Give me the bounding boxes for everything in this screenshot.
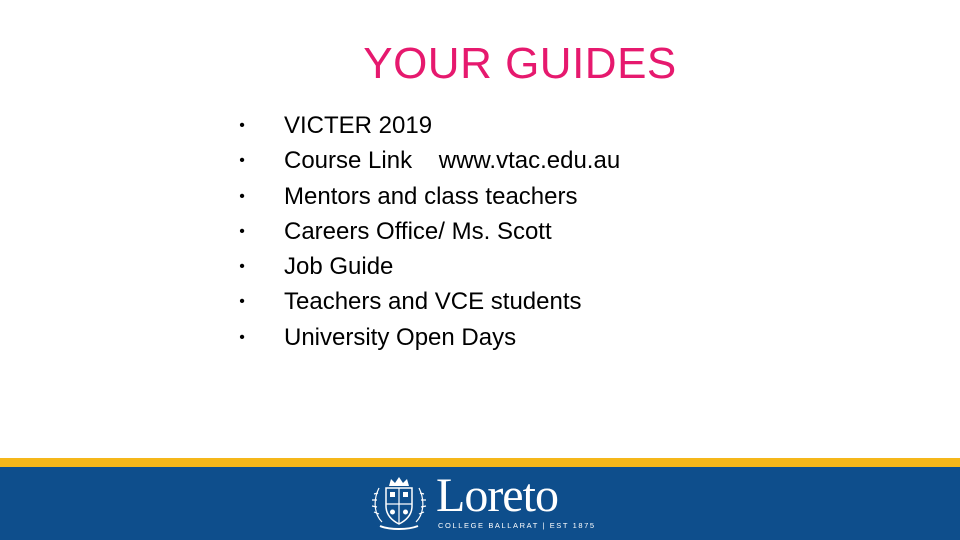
bullet-item — [232, 214, 552, 249]
bullet-text: Teachers and VCE students — [284, 288, 582, 316]
bullet-icon: • — [239, 152, 245, 170]
bullet-item — [232, 108, 433, 143]
bullet-text: VICTER 2019 — [284, 112, 433, 139]
bullet-icon: • — [239, 328, 245, 346]
bullet-item — [232, 179, 578, 214]
bullet-item — [232, 249, 394, 284]
bullet-item — [232, 320, 517, 355]
bullet-list — [232, 108, 621, 355]
bullet-text: Job Guide — [284, 253, 394, 281]
bullet-icon: • — [239, 187, 245, 205]
bullet-text: Course Link www.vtac.edu.au — [284, 147, 621, 175]
bullet-text: Careers Office/ Ms. Scott — [284, 217, 552, 245]
bullet-text: Mentors and class teachers — [284, 182, 578, 210]
bullet-icon: • — [239, 222, 245, 240]
bullet-item — [232, 143, 621, 178]
slide-title: YOUR GUIDES — [363, 39, 677, 88]
crest-icon — [370, 474, 428, 532]
bullet-icon: • — [239, 258, 245, 276]
brand-name: Loreto — [436, 469, 558, 522]
brand-subtitle: COLLEGE BALLARAT | EST 1875 — [438, 521, 596, 530]
bullet-icon: • — [239, 117, 245, 134]
bullet-text: University Open Days — [284, 323, 517, 351]
bullet-icon: • — [239, 293, 245, 311]
bullet-item — [232, 284, 582, 319]
accent-stripe — [0, 458, 960, 467]
